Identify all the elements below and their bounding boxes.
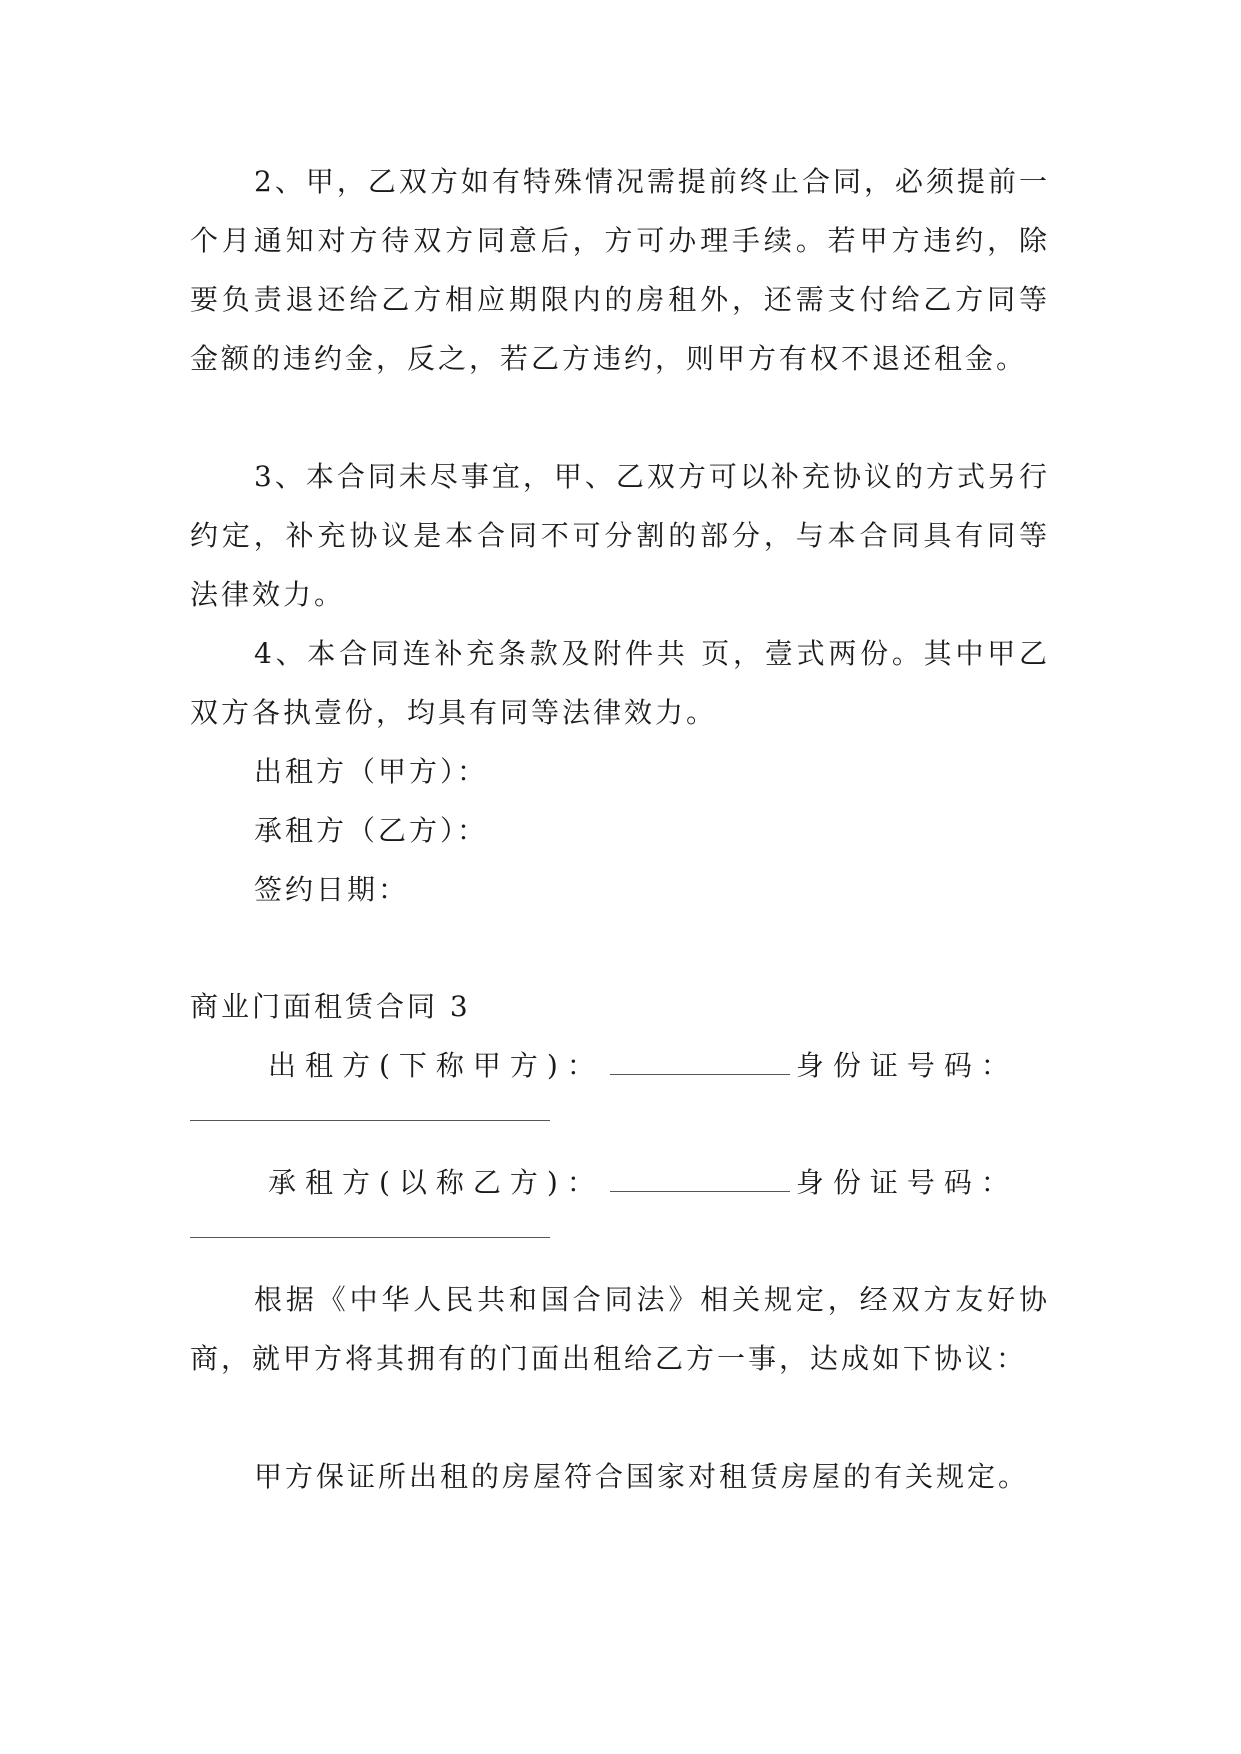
- party-a-id-blank: [190, 1120, 550, 1121]
- sign-date-line: 签约日期：: [254, 873, 410, 906]
- party-a-name-blank: [610, 1052, 790, 1075]
- clause-3-paragraph: 3、本合同未尽事宜，甲、乙双方可以补充协议的方式另行约定，补充协议是本合同不可分割的部分，与本合同具有同等法律效力。: [190, 460, 1050, 611]
- guarantee-paragraph: 甲方保证所出租的房屋符合国家对租赁房屋的有关规定。: [254, 1460, 1030, 1493]
- contract-3-title: 商业门面租赁合同 3: [190, 990, 471, 1023]
- party-a-id-label: 身份证号码：: [795, 1049, 1018, 1082]
- lessee-signature-line: 承租方（乙方）：: [254, 814, 489, 847]
- party-b-label: 承租方(以称乙方)：: [268, 1166, 604, 1199]
- party-a-label: 出租方(下称甲方)：: [268, 1049, 604, 1082]
- party-b-id-label: 身份证号码：: [795, 1166, 1018, 1199]
- party-b-id-blank: [190, 1237, 550, 1238]
- party-b-row: [268, 1153, 1038, 1212]
- clause-4-paragraph: 4、本合同连补充条款及附件共 页，壹式两份。其中甲乙双方各执壹份，均具有同等法律效力。: [190, 637, 1050, 729]
- party-b-name-blank: [610, 1169, 790, 1192]
- preamble-paragraph: 根据《中华人民共和国合同法》相关规定，经双方友好协商，就甲方将其拥有的门面出租给乙方一事，达成如下协议：: [190, 1283, 1050, 1375]
- clause-2-paragraph: 2、甲，乙双方如有特殊情况需提前终止合同，必须提前一个月通知对方待双方同意后，方可办理手续。若甲方违约，除要负责退还给乙方相应期限内的房租外，还需支付给乙方同等金额的违约金，反之，若乙方违约，则甲方有权不退还租金。: [190, 165, 1050, 375]
- party-a-row: [268, 1036, 1038, 1095]
- lessor-signature-line: 出租方（甲方）：: [254, 755, 489, 788]
